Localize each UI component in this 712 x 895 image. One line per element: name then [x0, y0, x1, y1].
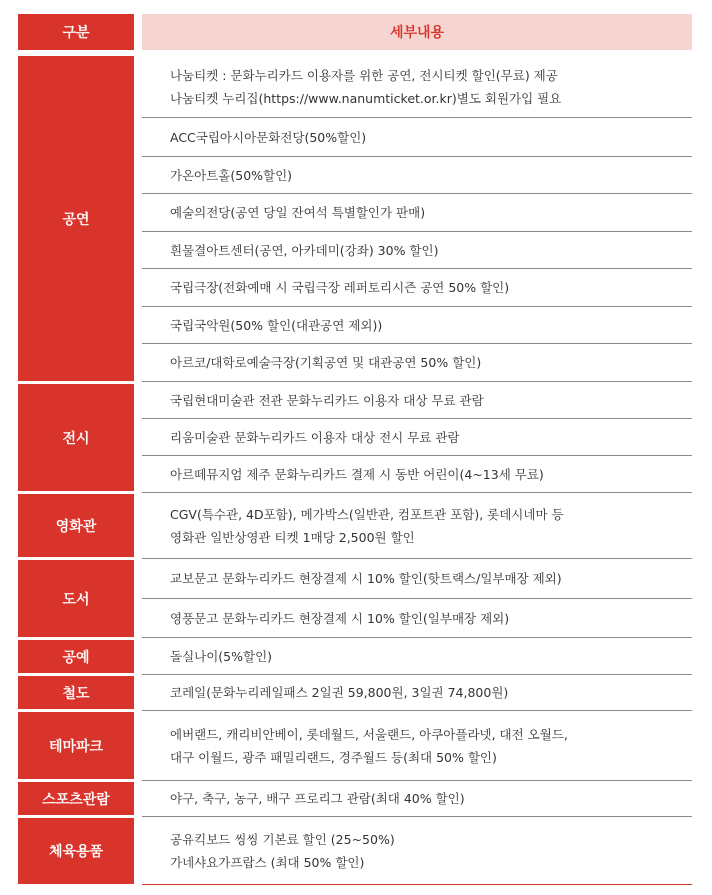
- detail-row: [142, 419, 692, 456]
- detail-line: 영풍문고 문화누리카드 현장결제 시 10% 할인(일부매장 제외): [170, 610, 510, 626]
- detail-row: [142, 675, 692, 711]
- category-theme-park: 테마파크: [18, 712, 134, 779]
- category-performance: 공연: [18, 56, 134, 381]
- category-books: 도서: [18, 560, 134, 637]
- detail-line: CGV(특수관, 4D포함), 메가박스(일반관, 컴포트관 포함), 롯데시네마 등: [170, 506, 564, 522]
- detail-row: [142, 118, 692, 157]
- detail-line: ACC국립아시아문화전당(50%할인): [170, 129, 367, 145]
- header-category-cell: 구분: [18, 14, 134, 50]
- detail-line: 리움미술관 문화누리카드 이용자 대상 전시 무료 관람: [170, 429, 460, 445]
- detail-row: [142, 456, 692, 493]
- detail-row: [142, 344, 692, 382]
- table-bottom-border: [142, 884, 692, 885]
- detail-line: 아르떼뮤지엄 제주 문화누리카드 결제 시 동반 어린이(4~13세 무료): [170, 466, 544, 482]
- detail-row: [142, 157, 692, 194]
- header-detail-cell: 세부내용: [142, 14, 692, 50]
- detail-row: [142, 493, 692, 559]
- category-cinema: 영화관: [18, 494, 134, 557]
- detail-row: [142, 817, 692, 884]
- detail-row: [142, 269, 692, 307]
- detail-row: [142, 599, 692, 638]
- detail-row: [142, 781, 692, 817]
- detail-line: 코레일(문화누리레일패스 2일권 59,800원, 3일권 74,800원): [170, 685, 509, 700]
- detail-row: [142, 382, 692, 419]
- detail-line: 국립국악원(50% 할인(대관공연 제외)): [170, 317, 383, 333]
- category-railway: 철도: [18, 676, 134, 709]
- detail-line: 나눔티켓 누리집(https://www.nanumticket.or.kr)별도 회원가입 필요: [170, 90, 562, 106]
- detail-row: [142, 56, 692, 118]
- detail-line: 국립현대미술관 전관 문화누리카드 이용자 대상 무료 관람: [170, 392, 484, 408]
- detail-line: 교보문고 문화누리카드 현장결제 시 10% 할인(핫트랙스/일부매장 제외): [170, 571, 562, 586]
- detail-line: 돌실나이(5%할인): [170, 648, 273, 664]
- detail-line: 나눔티켓 : 문화누리카드 이용자를 위한 공연, 전시티켓 할인(무료) 제공: [170, 67, 558, 83]
- category-exhibition: 전시: [18, 384, 134, 491]
- detail-row: [142, 194, 692, 232]
- detail-line: 가네샤요가프랍스 (최대 50% 할인): [170, 854, 365, 870]
- detail-line: 대구 이월드, 광주 패밀리랜드, 경주월드 등(최대 50% 할인): [170, 749, 497, 765]
- detail-row: [142, 307, 692, 344]
- detail-line: 가온아트홀(50%할인): [170, 167, 293, 183]
- detail-row: [142, 711, 692, 781]
- detail-line: 흰물결아트센터(공연, 아카데미(강좌) 30% 할인): [170, 242, 439, 258]
- category-crafts: 공예: [18, 640, 134, 673]
- detail-line: 국립극장(전화예매 시 국립극장 레퍼토리시즌 공연 50% 할인): [170, 280, 510, 295]
- detail-line: 공유킥보드 씽씽 기본료 할인 (25~50%): [170, 831, 395, 847]
- category-sporting-goods: 체육용품: [18, 818, 134, 884]
- detail-row: [142, 232, 692, 269]
- category-sports: 스포츠관람: [18, 782, 134, 815]
- detail-row: [142, 559, 692, 599]
- detail-line: 아르코/대학로예술극장(기획공연 및 대관공연 50% 할인): [170, 355, 482, 370]
- detail-line: 야구, 축구, 농구, 배구 프로리그 관람(최대 40% 할인): [170, 791, 465, 806]
- detail-line: 예술의전당(공연 당일 잔여석 특별할인가 판매): [170, 205, 426, 220]
- detail-row: [142, 638, 692, 675]
- detail-line: 영화관 일반상영관 티켓 1매당 2,500원 할인: [170, 529, 415, 545]
- detail-line: 에버랜드, 캐리비안베이, 롯데월드, 서울랜드, 아쿠아플라넷, 대전 오월드,: [170, 726, 568, 742]
